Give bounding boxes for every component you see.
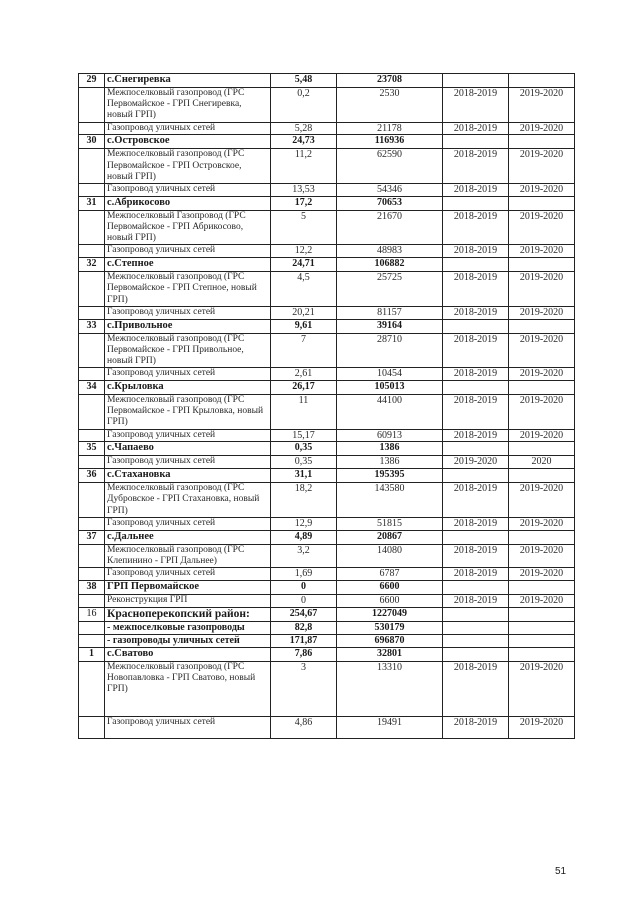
- table-row: [79, 622, 575, 635]
- row-number: [79, 594, 105, 607]
- end-period: 2019-2020: [509, 210, 575, 245]
- table-row: [79, 184, 575, 197]
- cost-value: 20867: [337, 530, 443, 544]
- end-period: 2019-2020: [509, 184, 575, 197]
- cost-value: 116936: [337, 135, 443, 149]
- start-period: [443, 196, 509, 210]
- table-row: [79, 333, 575, 368]
- object-name: Межпоселковый газопровод (ГРС Первомайское - ГРП Степное, новый ГРП): [105, 272, 271, 307]
- end-period: [509, 74, 575, 88]
- table-row: [79, 395, 575, 430]
- length-km: 11: [271, 395, 337, 430]
- start-period: [443, 607, 509, 622]
- object-name: Межпоселковый Газопровод (ГРС Первомайское - ГРП Абрикосово, новый ГРП): [105, 210, 271, 245]
- table-row: [79, 635, 575, 648]
- object-name: Газопровод уличных сетей: [105, 429, 271, 442]
- object-name: Красноперекопский район:: [105, 607, 271, 622]
- end-period: 2019-2020: [509, 122, 575, 135]
- cost-value: 48983: [337, 245, 443, 258]
- row-number: [79, 122, 105, 135]
- object-name: Межпоселковый газопровод (ГРС Клепинино - ГРП Дальнее): [105, 544, 271, 567]
- row-number: 32: [79, 258, 105, 272]
- object-name: Газопровод уличных сетей: [105, 456, 271, 469]
- row-number: 35: [79, 442, 105, 456]
- object-name: с.Сватово: [105, 647, 271, 661]
- table-row: [79, 368, 575, 381]
- object-name: ГРП Первомайское: [105, 580, 271, 594]
- row-number: [79, 517, 105, 530]
- length-km: 82,8: [271, 622, 337, 635]
- start-period: [443, 74, 509, 88]
- length-km: 0,35: [271, 442, 337, 456]
- start-period: 2018-2019: [443, 716, 509, 738]
- object-name: Межпоселковый газопровод (ГРС Первомайское - ГРП Крыловка, новый ГРП): [105, 395, 271, 430]
- cost-value: 32801: [337, 647, 443, 661]
- start-period: 2018-2019: [443, 184, 509, 197]
- start-period: 2018-2019: [443, 661, 509, 716]
- table-row: [79, 381, 575, 395]
- row-number: [79, 483, 105, 518]
- start-period: [443, 622, 509, 635]
- end-period: [509, 469, 575, 483]
- cost-value: 6787: [337, 568, 443, 581]
- row-number: 16: [79, 607, 105, 622]
- length-km: 4,5: [271, 272, 337, 307]
- start-period: [443, 647, 509, 661]
- length-km: 4,86: [271, 716, 337, 738]
- start-period: 2018-2019: [443, 544, 509, 567]
- cost-value: 1386: [337, 442, 443, 456]
- cost-value: 143580: [337, 483, 443, 518]
- row-number: 34: [79, 381, 105, 395]
- start-period: [443, 258, 509, 272]
- end-period: 2019-2020: [509, 245, 575, 258]
- table-row: [79, 661, 575, 716]
- end-period: 2019-2020: [509, 272, 575, 307]
- start-period: [443, 442, 509, 456]
- length-km: 5,28: [271, 122, 337, 135]
- object-name: с.Снегиревка: [105, 74, 271, 88]
- cost-value: 44100: [337, 395, 443, 430]
- cost-value: 25725: [337, 272, 443, 307]
- object-name: Межпоселковый газопровод (ГРС Первомайское - ГРП Островское, новый ГРП): [105, 149, 271, 184]
- row-number: 29: [79, 74, 105, 88]
- table-row: [79, 647, 575, 661]
- end-period: [509, 319, 575, 333]
- row-number: [79, 635, 105, 648]
- row-number: [79, 88, 105, 123]
- start-period: 2018-2019: [443, 483, 509, 518]
- start-period: [443, 469, 509, 483]
- cost-value: 696870: [337, 635, 443, 648]
- object-name: Межпоселковый газопровод (ГРС Первомайское - ГРП Снегиревка, новый ГРП): [105, 88, 271, 123]
- row-number: [79, 210, 105, 245]
- table-row: [79, 88, 575, 123]
- end-period: [509, 442, 575, 456]
- cost-value: 13310: [337, 661, 443, 716]
- length-km: 0: [271, 580, 337, 594]
- length-km: 2,61: [271, 368, 337, 381]
- start-period: 2019-2020: [443, 456, 509, 469]
- end-period: [509, 635, 575, 648]
- end-period: 2019-2020: [509, 395, 575, 430]
- cost-value: 1386: [337, 456, 443, 469]
- table-row: [79, 544, 575, 567]
- cost-value: 106882: [337, 258, 443, 272]
- cost-value: 70653: [337, 196, 443, 210]
- cost-value: 21178: [337, 122, 443, 135]
- object-name: Межпоселковый газопровод (ГРС Дубровское - ГРП Стахановка, новый ГРП): [105, 483, 271, 518]
- end-period: [509, 647, 575, 661]
- cost-value: 6600: [337, 594, 443, 607]
- object-name: Межпоселковый газопровод (ГРС Новопавловка - ГРП Сватово, новый ГРП): [105, 661, 271, 716]
- start-period: 2018-2019: [443, 368, 509, 381]
- start-period: 2018-2019: [443, 149, 509, 184]
- cost-value: 14080: [337, 544, 443, 567]
- row-number: 38: [79, 580, 105, 594]
- cost-value: 2530: [337, 88, 443, 123]
- cost-value: 195395: [337, 469, 443, 483]
- cost-value: 51815: [337, 517, 443, 530]
- end-period: 2019-2020: [509, 149, 575, 184]
- length-km: 5,48: [271, 74, 337, 88]
- end-period: 2020: [509, 456, 575, 469]
- length-km: 7: [271, 333, 337, 368]
- length-km: 20,21: [271, 306, 337, 319]
- length-km: 31,1: [271, 469, 337, 483]
- length-km: 12,9: [271, 517, 337, 530]
- table-row: [79, 196, 575, 210]
- start-period: 2018-2019: [443, 594, 509, 607]
- length-km: 4,89: [271, 530, 337, 544]
- end-period: [509, 530, 575, 544]
- row-number: [79, 661, 105, 716]
- cost-value: 530179: [337, 622, 443, 635]
- cost-value: 39164: [337, 319, 443, 333]
- row-number: 37: [79, 530, 105, 544]
- cost-value: 10454: [337, 368, 443, 381]
- object-name: Газопровод уличных сетей: [105, 245, 271, 258]
- table-row: [79, 568, 575, 581]
- object-name: Реконструкция ГРП: [105, 594, 271, 607]
- end-period: 2019-2020: [509, 568, 575, 581]
- cost-value: 54346: [337, 184, 443, 197]
- end-period: [509, 381, 575, 395]
- row-number: 36: [79, 469, 105, 483]
- start-period: 2018-2019: [443, 272, 509, 307]
- length-km: 11,2: [271, 149, 337, 184]
- table-row: [79, 530, 575, 544]
- row-number: 31: [79, 196, 105, 210]
- cost-value: 60913: [337, 429, 443, 442]
- table-row: [79, 607, 575, 622]
- start-period: [443, 635, 509, 648]
- object-name: с.Островское: [105, 135, 271, 149]
- gas-pipeline-table: [78, 73, 575, 739]
- table-row: [79, 319, 575, 333]
- object-name: - межпоселковые газопроводы: [105, 622, 271, 635]
- start-period: [443, 580, 509, 594]
- cost-value: 19491: [337, 716, 443, 738]
- end-period: 2019-2020: [509, 306, 575, 319]
- cost-value: 105013: [337, 381, 443, 395]
- object-name: Газопровод уличных сетей: [105, 122, 271, 135]
- table-row: [79, 210, 575, 245]
- row-number: [79, 429, 105, 442]
- end-period: [509, 607, 575, 622]
- row-number: 33: [79, 319, 105, 333]
- end-period: 2019-2020: [509, 716, 575, 738]
- row-number: [79, 544, 105, 567]
- table-row: [79, 74, 575, 88]
- row-number: [79, 333, 105, 368]
- object-name: Газопровод уличных сетей: [105, 716, 271, 738]
- length-km: 0: [271, 594, 337, 607]
- object-name: с.Стахановка: [105, 469, 271, 483]
- table-body: [79, 74, 575, 739]
- object-name: Газопровод уличных сетей: [105, 568, 271, 581]
- page-number: 51: [555, 866, 567, 877]
- start-period: [443, 530, 509, 544]
- length-km: 12,2: [271, 245, 337, 258]
- end-period: 2019-2020: [509, 594, 575, 607]
- row-number: [79, 622, 105, 635]
- end-period: 2019-2020: [509, 517, 575, 530]
- start-period: 2018-2019: [443, 88, 509, 123]
- cost-value: 81157: [337, 306, 443, 319]
- start-period: 2018-2019: [443, 306, 509, 319]
- length-km: 3: [271, 661, 337, 716]
- start-period: 2018-2019: [443, 517, 509, 530]
- row-number: [79, 716, 105, 738]
- end-period: 2019-2020: [509, 88, 575, 123]
- length-km: 24,73: [271, 135, 337, 149]
- row-number: [79, 368, 105, 381]
- length-km: 17,2: [271, 196, 337, 210]
- length-km: 0,2: [271, 88, 337, 123]
- table-row: [79, 594, 575, 607]
- row-number: [79, 149, 105, 184]
- cost-value: 23708: [337, 74, 443, 88]
- table-row: [79, 469, 575, 483]
- table-row: [79, 483, 575, 518]
- length-km: 5: [271, 210, 337, 245]
- object-name: с.Абрикосово: [105, 196, 271, 210]
- end-period: 2019-2020: [509, 661, 575, 716]
- start-period: 2018-2019: [443, 122, 509, 135]
- length-km: 0,35: [271, 456, 337, 469]
- end-period: [509, 196, 575, 210]
- end-period: 2019-2020: [509, 429, 575, 442]
- end-period: 2019-2020: [509, 544, 575, 567]
- length-km: 24,71: [271, 258, 337, 272]
- end-period: [509, 135, 575, 149]
- table-row: [79, 272, 575, 307]
- object-name: Газопровод уличных сетей: [105, 368, 271, 381]
- length-km: 7,86: [271, 647, 337, 661]
- row-number: [79, 568, 105, 581]
- cost-value: 28710: [337, 333, 443, 368]
- start-period: [443, 135, 509, 149]
- row-number: [79, 245, 105, 258]
- row-number: 30: [79, 135, 105, 149]
- object-name: с.Дальнее: [105, 530, 271, 544]
- table-row: [79, 517, 575, 530]
- start-period: 2018-2019: [443, 210, 509, 245]
- object-name: с.Крыловка: [105, 381, 271, 395]
- cost-value: 6600: [337, 580, 443, 594]
- end-period: 2019-2020: [509, 483, 575, 518]
- table-row: [79, 716, 575, 738]
- start-period: [443, 319, 509, 333]
- table-row: [79, 580, 575, 594]
- row-number: [79, 306, 105, 319]
- length-km: 9,61: [271, 319, 337, 333]
- object-name: с.Привольное: [105, 319, 271, 333]
- length-km: 18,2: [271, 483, 337, 518]
- row-number: [79, 272, 105, 307]
- table-row: [79, 429, 575, 442]
- length-km: 171,87: [271, 635, 337, 648]
- end-period: 2019-2020: [509, 368, 575, 381]
- row-number: [79, 395, 105, 430]
- object-name: - газопроводы уличных сетей: [105, 635, 271, 648]
- row-number: [79, 456, 105, 469]
- start-period: 2018-2019: [443, 395, 509, 430]
- table-row: [79, 258, 575, 272]
- end-period: [509, 580, 575, 594]
- row-number: 1: [79, 647, 105, 661]
- object-name: с.Степное: [105, 258, 271, 272]
- start-period: 2018-2019: [443, 568, 509, 581]
- table-row: [79, 135, 575, 149]
- end-period: [509, 258, 575, 272]
- row-number: [79, 184, 105, 197]
- cost-value: 62590: [337, 149, 443, 184]
- table-row: [79, 306, 575, 319]
- object-name: с.Чапаево: [105, 442, 271, 456]
- start-period: 2018-2019: [443, 429, 509, 442]
- start-period: 2018-2019: [443, 245, 509, 258]
- length-km: 254,67: [271, 607, 337, 622]
- object-name: Газопровод уличных сетей: [105, 306, 271, 319]
- table-row: [79, 456, 575, 469]
- object-name: Межпоселковый газопровод (ГРС Первомайское - ГРП Привольное, новый ГРП): [105, 333, 271, 368]
- table-row: [79, 149, 575, 184]
- length-km: 13,53: [271, 184, 337, 197]
- table-row: [79, 122, 575, 135]
- object-name: Газопровод уличных сетей: [105, 517, 271, 530]
- length-km: 26,17: [271, 381, 337, 395]
- table-row: [79, 442, 575, 456]
- length-km: 15,17: [271, 429, 337, 442]
- table-row: [79, 245, 575, 258]
- cost-value: 1227049: [337, 607, 443, 622]
- length-km: 1,69: [271, 568, 337, 581]
- length-km: 3,2: [271, 544, 337, 567]
- cost-value: 21670: [337, 210, 443, 245]
- end-period: 2019-2020: [509, 333, 575, 368]
- object-name: Газопровод уличных сетей: [105, 184, 271, 197]
- start-period: 2018-2019: [443, 333, 509, 368]
- start-period: [443, 381, 509, 395]
- end-period: [509, 622, 575, 635]
